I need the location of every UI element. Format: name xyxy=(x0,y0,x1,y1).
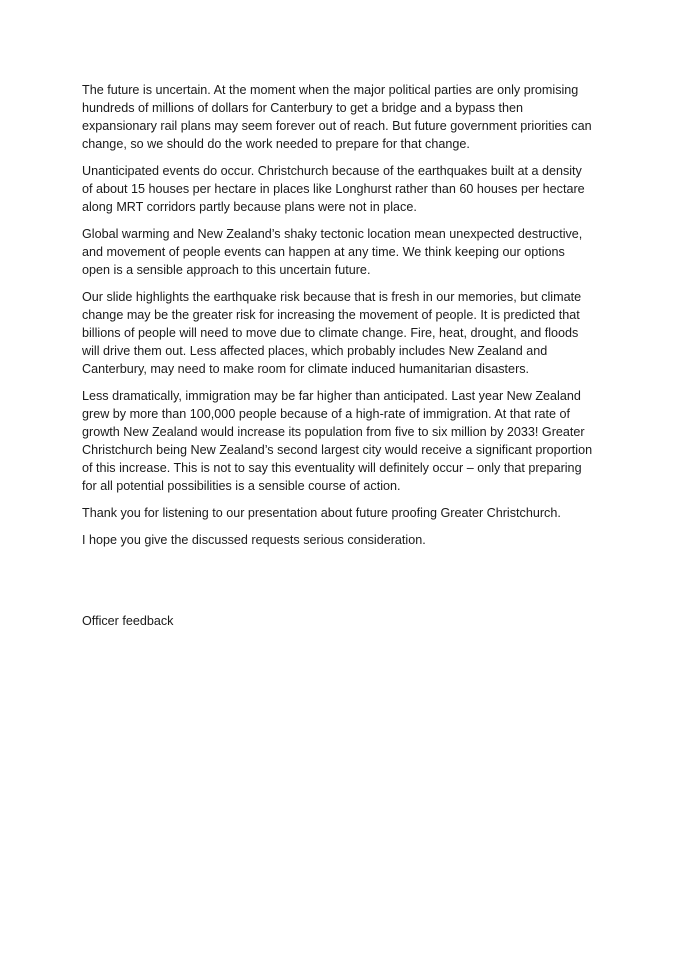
paragraph-immigration: Less dramatically, immigration may be far higher than anticipated. Last year New Zealand grew by more than 100,000 people because of a high-rate of immigration. At that rate of growth New Zealand would increase its population from five to six million by 2033! Greater Christchurch being New Zealand’s second largest city would receive a significant proportion of this increase. This is not to say this eventuality will definitely occur – only that preparing for all potential possibilities is a sensible course of action. xyxy=(82,389,593,493)
paragraph-future-uncertain: The future is uncertain. At the moment when the major political parties are only promising hundreds of millions of dollars for Canterbury to get a bridge and a bypass then expansionary rail plans may seem forever out of reach. But future government priorities can change, so we should do the work needed to prepare for that change. xyxy=(82,83,592,151)
paragraph-thank-you: Thank you for listening to our presentation about future proofing Greater Christchurch. xyxy=(82,506,561,520)
paragraph-unanticipated-events: Unanticipated events do occur. Christchurch because of the earthquakes built at a density of about 15 houses per hectare in places like Longhurst rather than 60 houses per hectare along MRT corridors partly because plans were not in place. xyxy=(82,164,585,214)
paragraph-climate-change: Our slide highlights the earthquake risk because that is fresh in our memories, but climate change may be the greater risk for increasing the movement of people. It is predicted that billions of people will need to move due to climate change. Fire, heat, drought, and floods will drive them out. Less affected places, which probably includes New Zealand and Canterbury, may need to make room for climate induced humanitarian disasters. xyxy=(82,290,582,376)
officer-feedback-heading: Officer feedback xyxy=(82,614,174,628)
paragraph-global-warming: Global warming and New Zealand’s shaky tectonic location mean unexpected destructive, and movement of people events can happen at any time. We think keeping our options open is a sensible approach to this uncertain future. xyxy=(82,227,583,277)
document-body xyxy=(82,81,594,558)
paragraph-requests: I hope you give the discussed requests serious consideration. xyxy=(82,533,426,547)
